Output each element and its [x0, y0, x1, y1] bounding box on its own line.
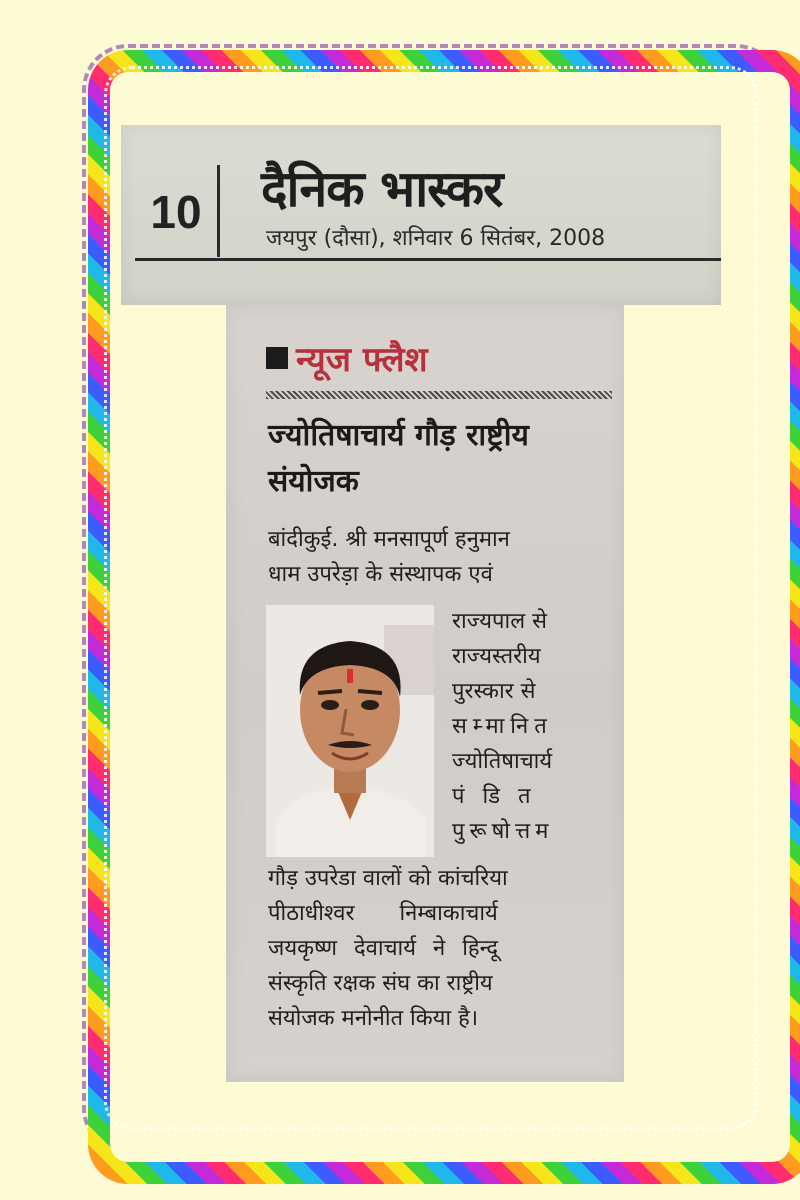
- article-headline: ज्योतिषाचार्य गौड़ राष्ट्रीय संयोजक: [268, 418, 529, 499]
- body-line-10: गौड़ उपरेडा वालों को कांचरिया: [268, 866, 508, 891]
- masthead-divider: [217, 165, 220, 257]
- body-line-1: बांदीकुई. श्री मनसापूर्ण हनुमान: [268, 527, 510, 552]
- body-line-6: सम्मानित: [452, 714, 553, 739]
- body-line-5: पुरस्कार से: [452, 679, 536, 704]
- body-line-7: ज्योतिषाचार्य: [452, 749, 553, 774]
- body-line-12: जयकृष्ण देवाचार्य ने हिन्दू: [268, 936, 499, 961]
- masthead-clipping: [121, 125, 721, 305]
- newspaper-name: दैनिक भास्कर: [261, 160, 503, 218]
- body-line-3: राज्यपाल से: [452, 609, 548, 634]
- portrait-illustration: [266, 605, 434, 857]
- dateline: जयपुर (दौसा), शनिवार 6 सितंबर, 2008: [266, 226, 606, 251]
- portrait-photo: [266, 605, 434, 857]
- section-bullet-icon: [266, 347, 288, 369]
- page-number: 10: [150, 186, 202, 238]
- section-label: [266, 335, 428, 381]
- body-line-8: पंडित: [452, 784, 549, 809]
- body-line-14: संयोजक मनोनीत किया है।: [268, 1006, 479, 1031]
- body-line-2: धाम उपरेड़ा के संस्थापक एवं: [268, 562, 493, 587]
- body-line-9: पुरूषोत्तम: [452, 819, 554, 844]
- body-line-11: पीठाधीश्वर निम्बाकाचार्य: [268, 901, 498, 926]
- body-line-13: संस्कृति रक्षक संघ का राष्ट्रीय: [268, 971, 493, 996]
- body-line-4: राज्यस्तरीय: [452, 644, 541, 669]
- article-clipping: [226, 305, 624, 1082]
- masthead-rule: [135, 258, 721, 261]
- section-rule: [266, 391, 612, 399]
- section-title: न्यूज फ्लैश: [296, 340, 428, 380]
